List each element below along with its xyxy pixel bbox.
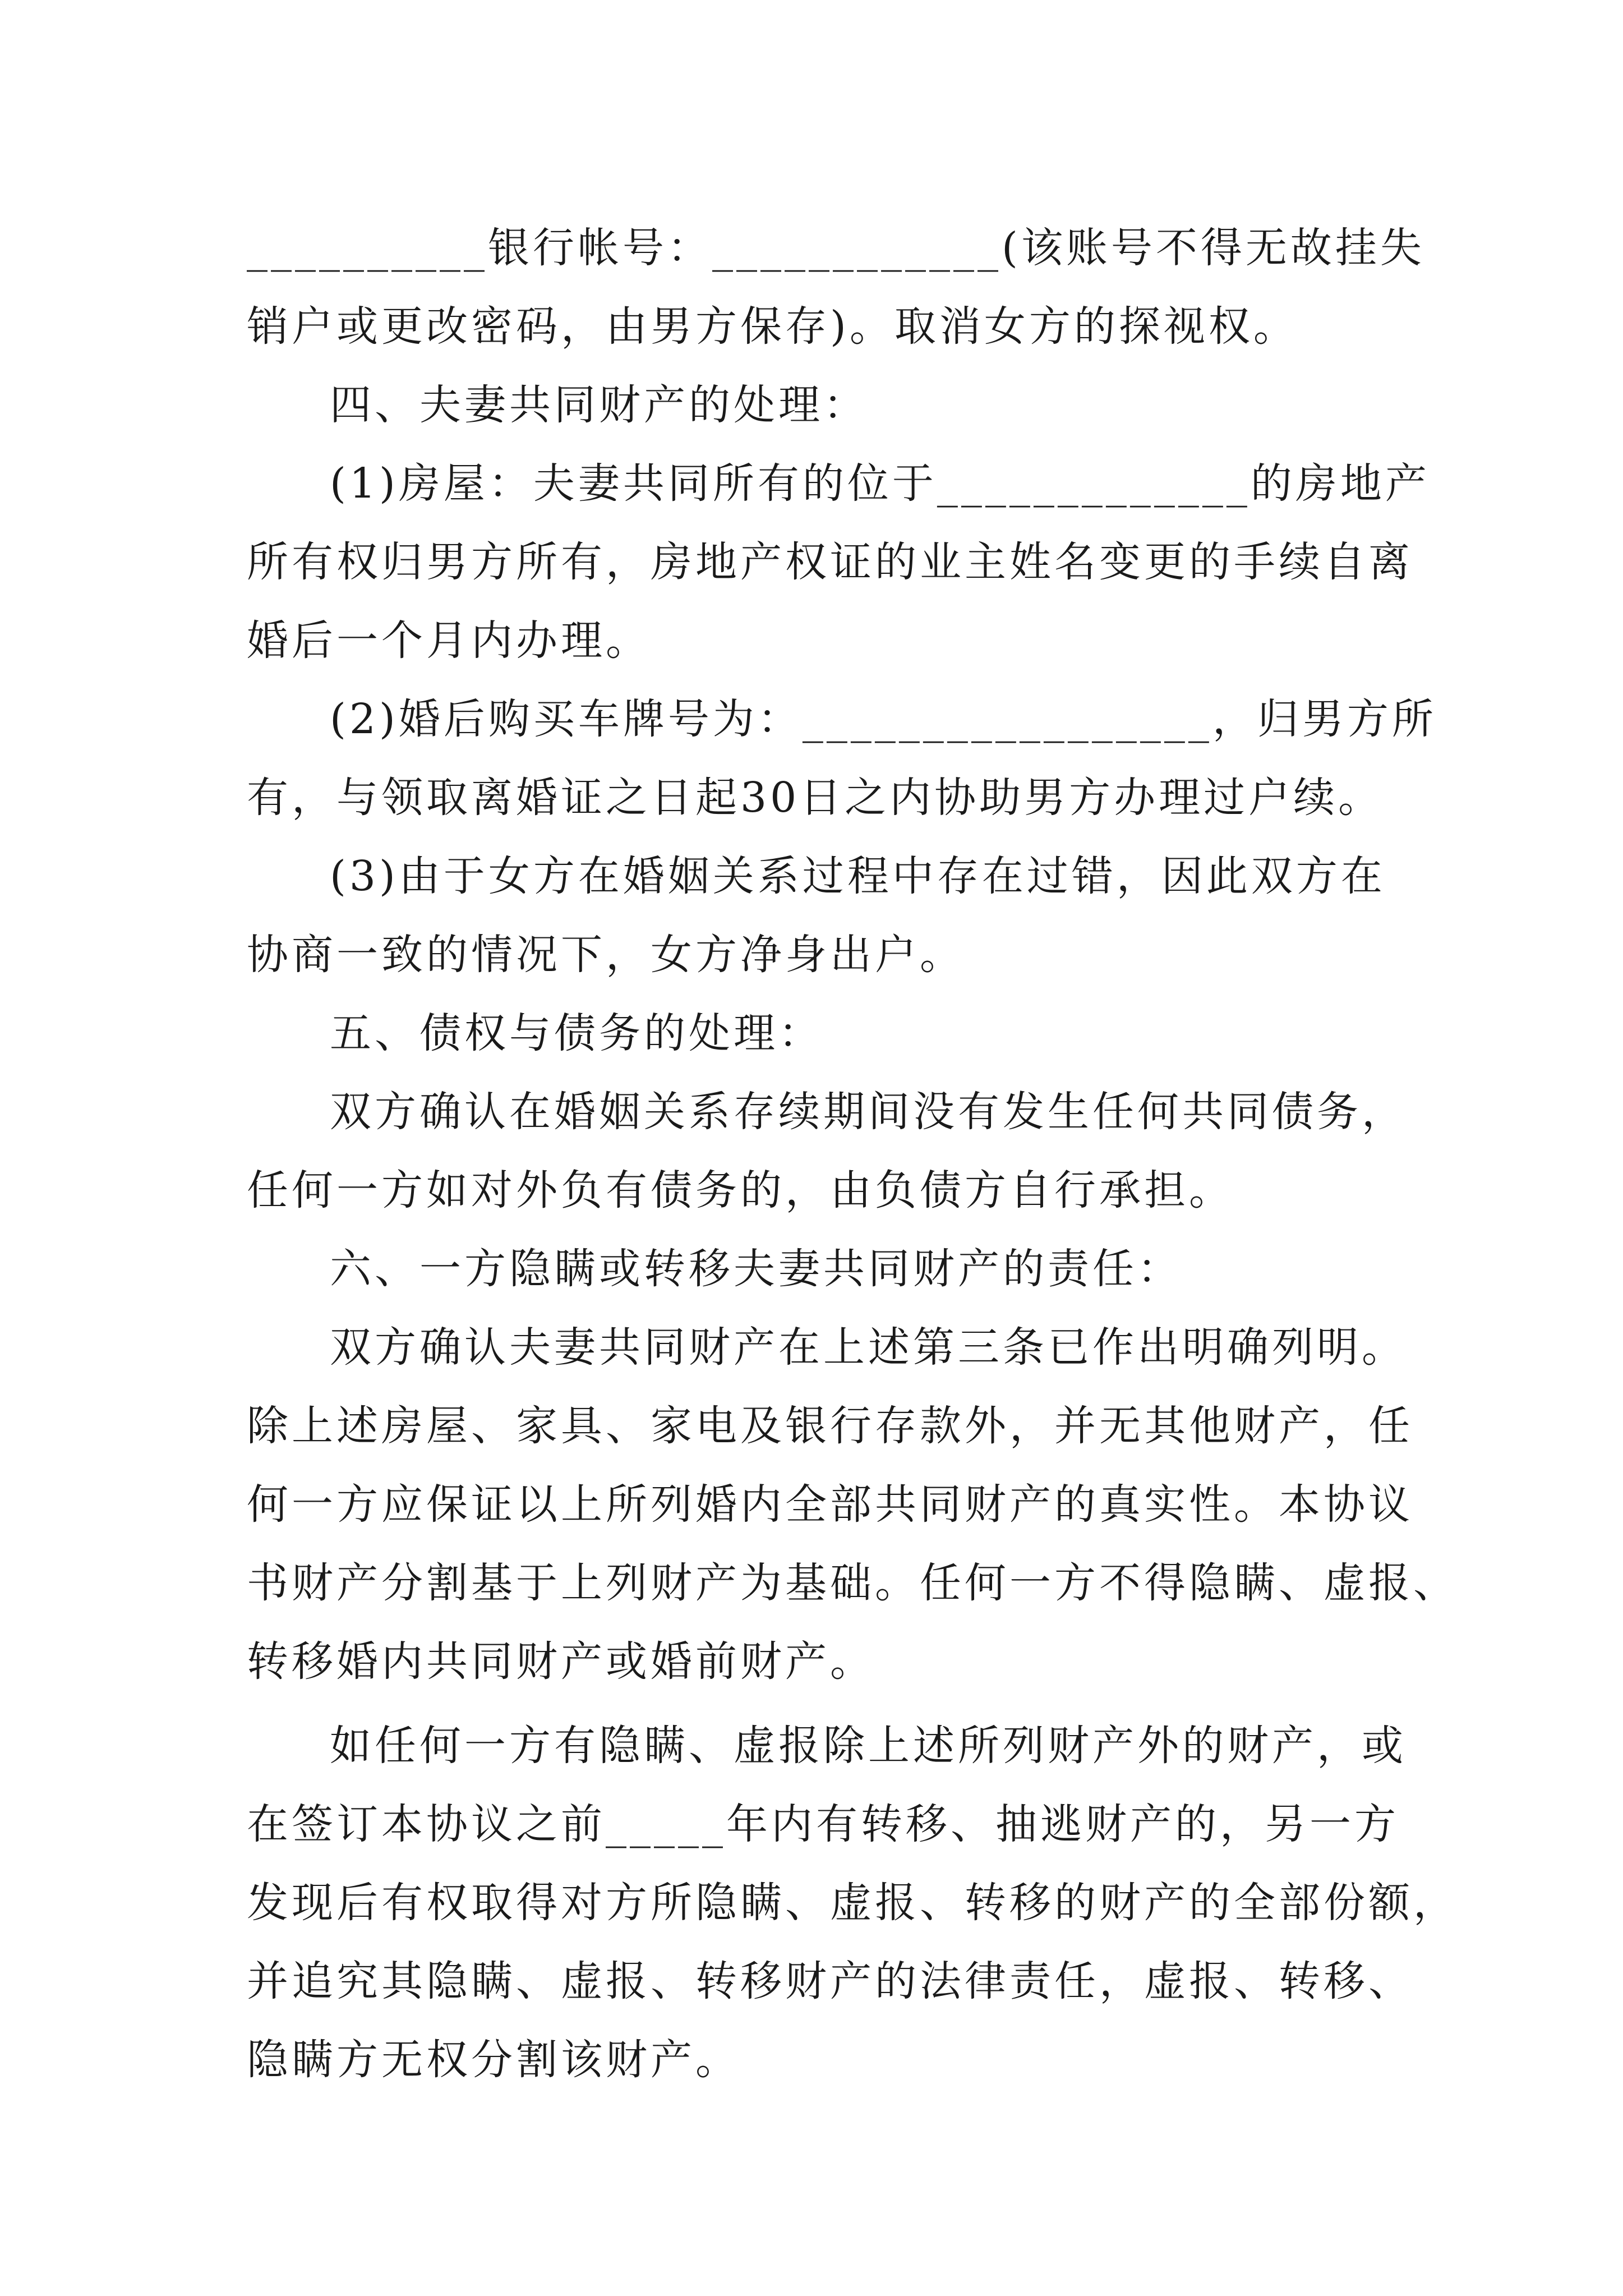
concealment-paragraph-line: 发现后有权取得对方所隐瞒、虚报、转移的财产的全部份额，	[247, 1879, 1458, 1927]
section-heading-4: 四、夫妻共同财产的处理：	[330, 381, 868, 429]
concealment-paragraph-line: 在签订本协议之前_____年内有转移、抽逃财产的，另一方	[247, 1800, 1399, 1848]
clause-3-line: 协商一致的情况下，女方净身出户。	[247, 931, 965, 979]
property-paragraph-line: 转移婚内共同财产或婚前财产。	[247, 1637, 875, 1686]
property-paragraph-line: 除上述房屋、家具、家电及银行存款外，并无其他财产，任	[247, 1402, 1413, 1450]
property-paragraph-line: 何一方应保证以上所列婚内全部共同财产的真实性。本协议	[247, 1480, 1413, 1529]
section-heading-6: 六、一方隐瞒或转移夫妻共同财产的责任：	[330, 1245, 1182, 1293]
clause-3-line: (3)由于女方在婚姻关系过程中存在过错，因此双方在	[330, 852, 1386, 900]
body-line: __________银行帐号：____________(该账号不得无故挂失	[247, 224, 1425, 272]
concealment-paragraph-line: 隐瞒方无权分割该财产。	[247, 2036, 740, 2084]
clause-1-line: 所有权归男方所有，房地产权证的业主姓名变更的手续自离	[247, 538, 1413, 586]
body-line: 销户或更改密码，由男方保存)。取消女方的探视权。	[247, 302, 1298, 351]
property-paragraph-line: 双方确认夫妻共同财产在上述第三条已作出明确列明。	[330, 1323, 1407, 1372]
concealment-paragraph-line: 如任何一方有隐瞒、虚报除上述所列财产外的财产，或	[330, 1722, 1407, 1770]
section-heading-5: 五、债权与债务的处理：	[330, 1009, 823, 1057]
concealment-paragraph-line: 并追究其隐瞒、虚报、转移财产的法律责任，虚报、转移、	[247, 1957, 1413, 2005]
clause-2-line: 有，与领取离婚证之日起30日之内协助男方办理过户续。	[247, 774, 1384, 822]
clause-2-line: (2)婚后购买车牌号为：_________________，归男方所	[330, 695, 1437, 743]
clause-1-line: (1)房屋：夫妻共同所有的位于_____________的房地产	[330, 459, 1430, 508]
document-body	[247, 209, 1458, 2099]
debt-paragraph-line: 任何一方如对外负有债务的，由负债方自行承担。	[247, 1166, 1234, 1214]
property-paragraph-line: 书财产分割基于上列财产为基础。任何一方不得隐瞒、虚报、	[247, 1559, 1458, 1607]
clause-1-line: 婚后一个月内办理。	[247, 616, 651, 665]
debt-paragraph-line: 双方确认在婚姻关系存续期间没有发生任何共同债务，	[330, 1088, 1407, 1136]
